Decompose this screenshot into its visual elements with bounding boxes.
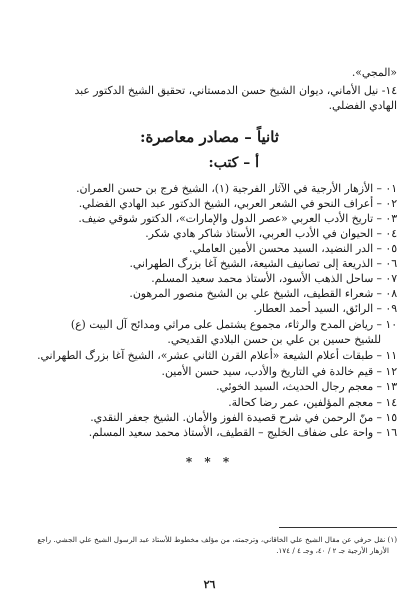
entry-line: ٠٧ – ساحل الذهب الأسود، الأستاذ محمد سعيد المسلم. bbox=[151, 272, 397, 285]
section-heading: ثانياً – مصادر معاصرة: bbox=[140, 128, 279, 146]
entry-line: ١٠ – رياض المدح والرثاء، مجموع يشتمل على مراثي ومدائح آل البيت (ع) bbox=[70, 318, 397, 331]
entry-line: ١٢ – قيم خالدة في التاريخ والأدب، سيد حسن الأمين. bbox=[161, 365, 397, 378]
entry-line: ١٦ – واحة على ضفاف الخليج – القطيف، الأستاذ محمد سعيد المسلم. bbox=[88, 426, 397, 439]
entry-line: ١١ – طبقات أعلام الشيعة «أعلام القرن الثاني عشر»، الشيخ آغا بزرگ الطهراني. bbox=[37, 349, 397, 362]
entry-line: ٠٤ – الحيوان في الأدب العربي، الأستاذ شاكر هادي شكر. bbox=[145, 227, 397, 240]
footnote-rule bbox=[279, 527, 397, 528]
text-line: «المجي». bbox=[351, 66, 397, 79]
subsection-heading: أ – كتب: bbox=[208, 155, 259, 171]
entry-line: ١٣ – معجم رجال الحديث، السيد الخوئي. bbox=[216, 380, 397, 393]
entry-line: ١٥ – منّ الرحمن في شرح قصيدة الفوز والأمان. الشيخ جعفر النقدي. bbox=[90, 411, 397, 424]
entry-line: ٠٣ – تاريخ الأدب العربي «عصر الدول والإمارات»، الدكتور شوقي ضيف. bbox=[78, 212, 397, 225]
text-line: ١٤- نيل الأماني، ديوان الشيخ حسن الدمستاني، تحقيق الشيخ الدكتور عبد bbox=[74, 84, 397, 97]
entry-line: ٠٩ – الرائق، السيد أحمد العطار. bbox=[253, 302, 397, 315]
entry-line: ٠٥ – الدر النضيد، السيد محسن الأمين العاملي. bbox=[189, 242, 397, 255]
section-divider-stars: * * * bbox=[185, 455, 234, 469]
footnote-line: الأزهار الأرجية جـ ٢ / ٤٠، وجـ ٤ / ١٧٤. bbox=[276, 546, 389, 555]
entry-line: ١٤ – معجم المؤلفين، عمر رضا كحالة. bbox=[228, 396, 397, 409]
entry-line: للشيخ حسين بن علي بن حسن البلادي القديحي. bbox=[167, 333, 381, 346]
entry-line: ٠١ – الأزهار الأرجية في الآثار الفرجية (١)، الشيخ فرج بن حسن العمران. bbox=[76, 182, 397, 195]
page-number: ٢٦ bbox=[203, 578, 216, 591]
entry-line: ٠٦ – الذريعة إلى تصانيف الشيعة، الشيخ آغا بزرگ الطهراني. bbox=[129, 257, 397, 270]
entry-line: ٠٨ – شعراء القطيف، الشيخ علي بن الشيخ منصور المرهون. bbox=[129, 287, 397, 300]
text-line: الهادي الفضلي. bbox=[328, 99, 397, 112]
footnote-line: (١) نقل حرفي عن مقال الشيخ علي الخاقاني، وترجمته، من مؤلف مخطوط للأستاذ عبد الرسول الشيخ علي الجشي. راجع bbox=[37, 535, 397, 544]
entry-line: ٠٢ – أعراف النحو في الشعر العربي، الشيخ الدكتور عبد الهادي الفضلي. bbox=[78, 197, 397, 210]
